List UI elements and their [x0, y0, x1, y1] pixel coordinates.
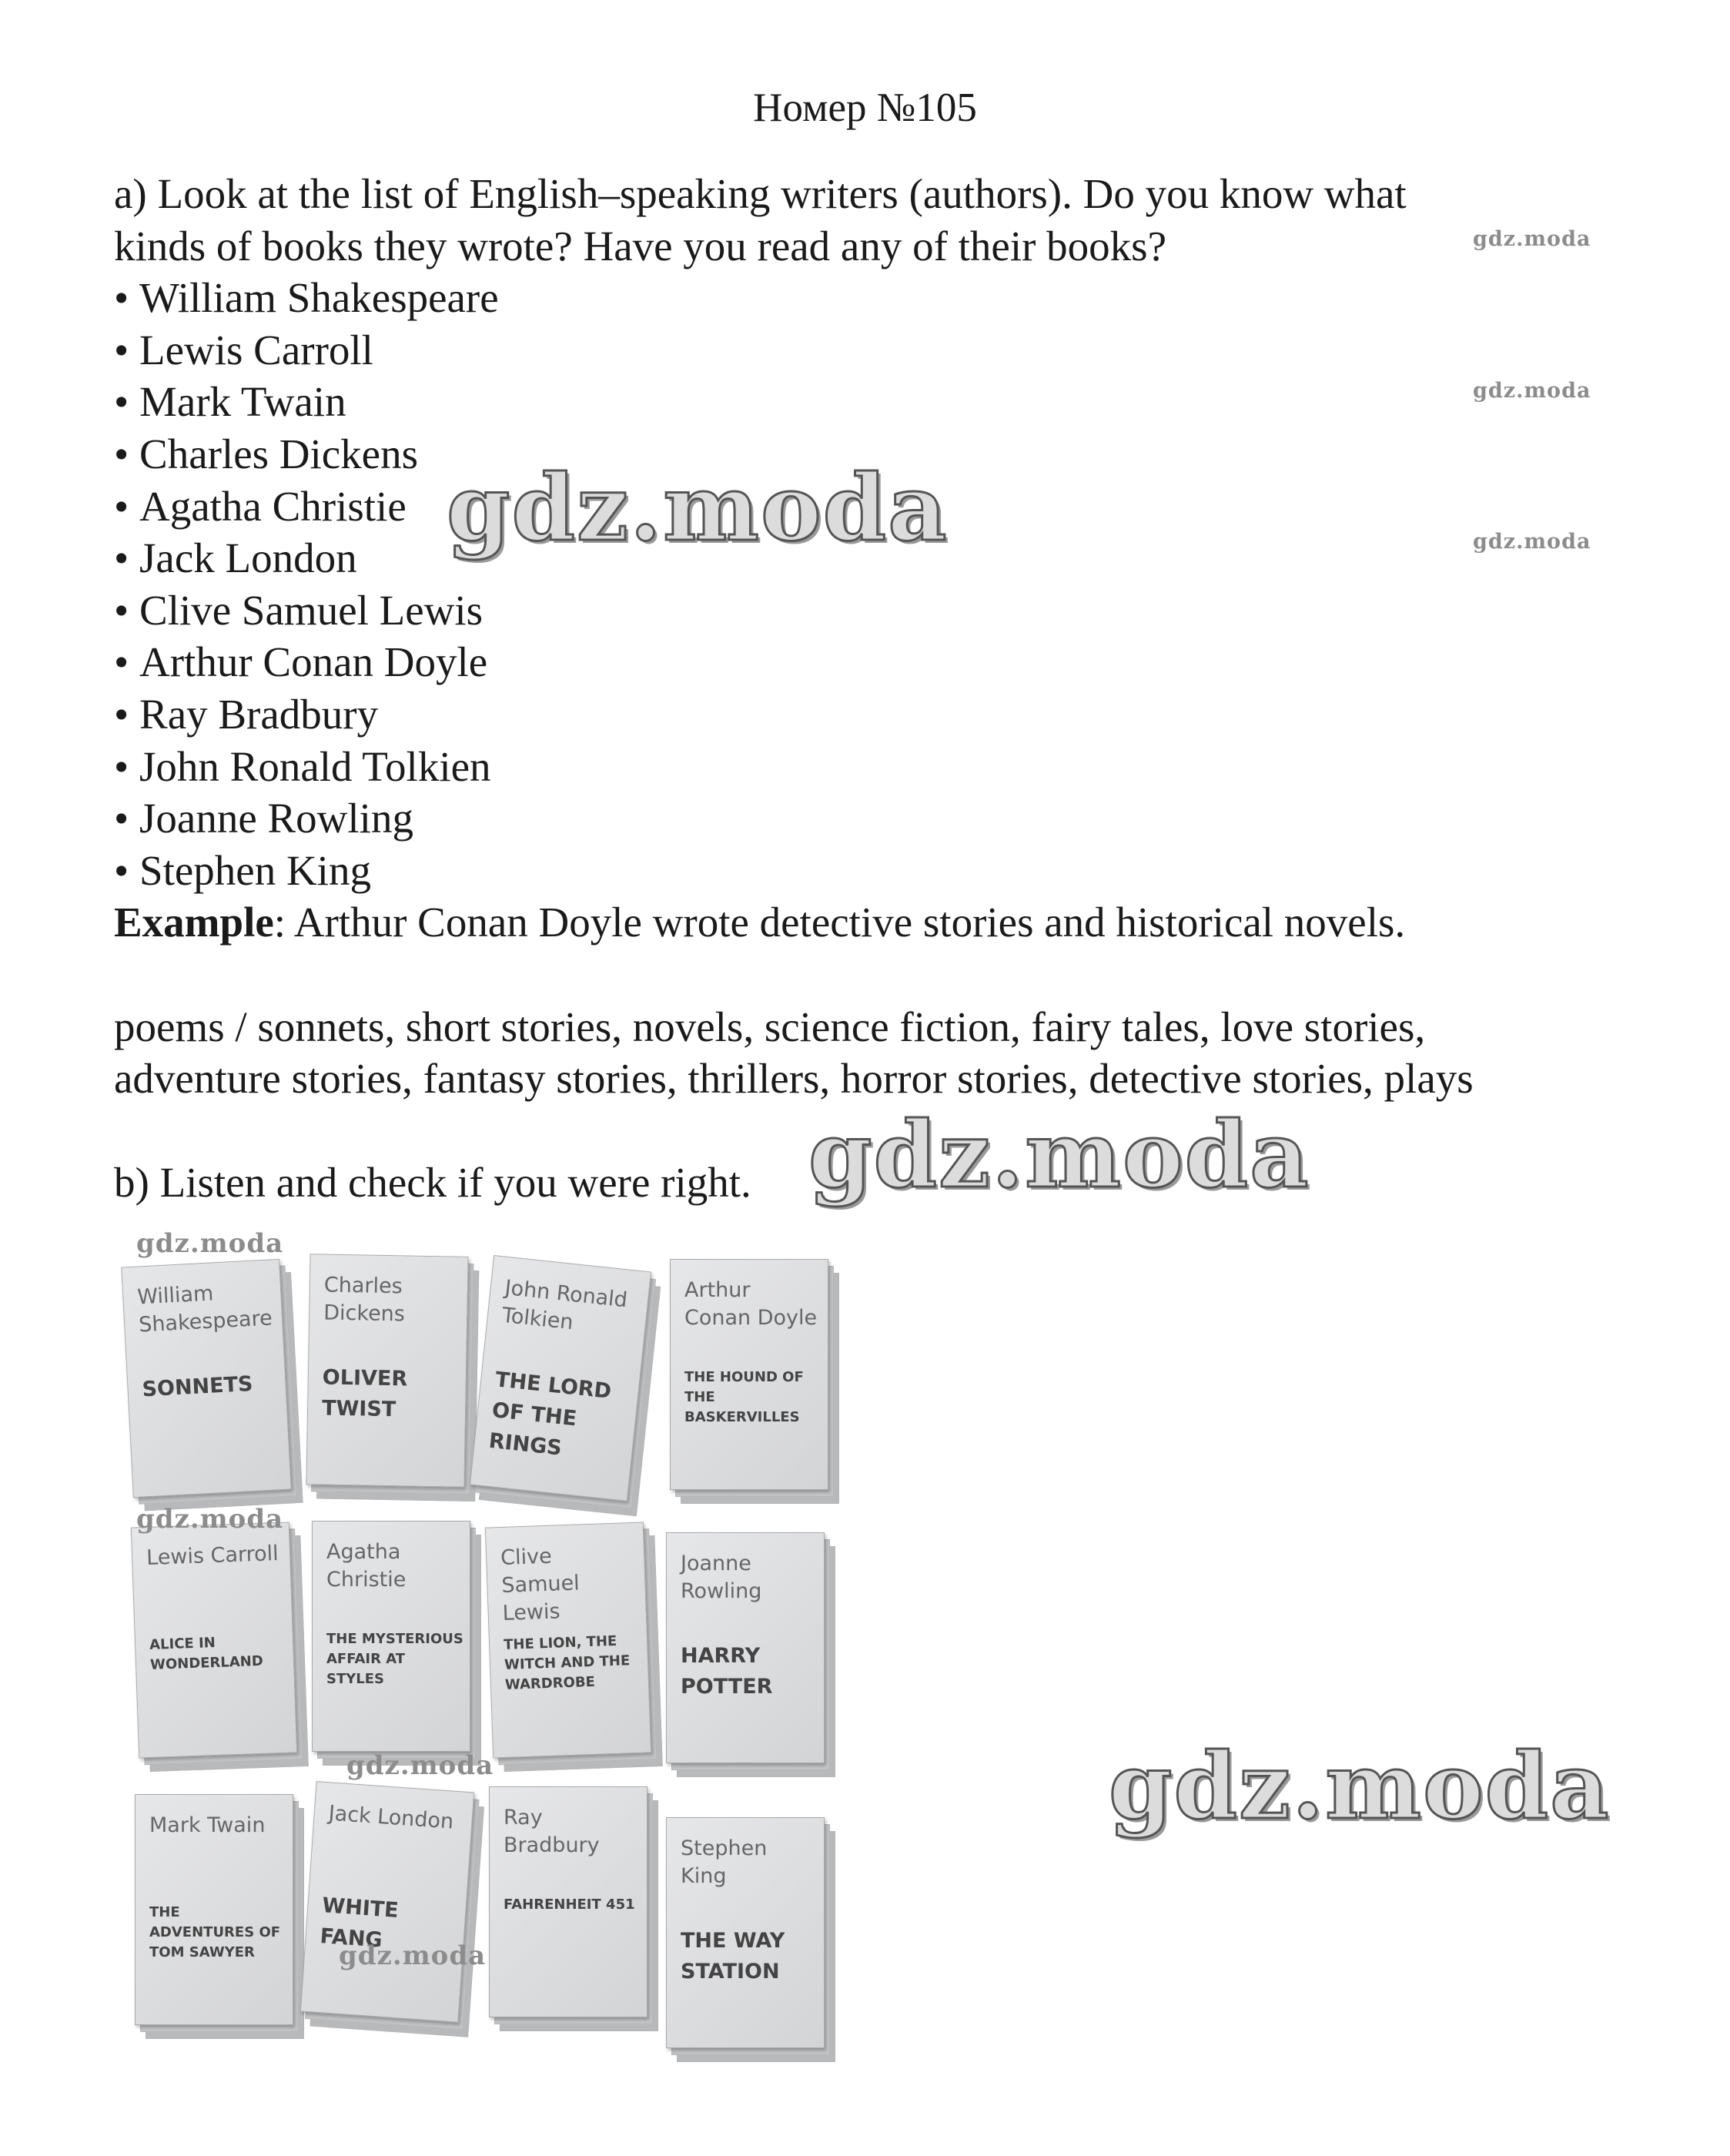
book-cover	[470, 1255, 651, 1502]
book-cover	[489, 1786, 647, 2017]
book-author: Ray Bradbury	[504, 1806, 600, 1857]
watermark: gdz.moda	[1473, 530, 1591, 554]
book-title: WHITE FANG	[319, 1893, 400, 1953]
watermark: gdz.moda	[808, 1101, 1310, 1208]
list-item: • Arthur Conan Doyle	[114, 636, 1654, 688]
book-cover	[312, 1521, 470, 1752]
book-author: Joanne Rowling	[681, 1552, 762, 1603]
book-cover	[670, 1259, 828, 1490]
list-item: • Clive Samuel Lewis	[114, 584, 1654, 637]
example-text: : Arthur Conan Doyle wrote detective stories and historical novels.	[273, 899, 1406, 946]
book-covers-grid	[119, 1255, 858, 2048]
watermark: gdz.moda	[1473, 379, 1591, 403]
book-title: THE LION, THE WITCH AND THE WARDROBE	[503, 1632, 631, 1693]
book-title: HARRY POTTER	[681, 1644, 773, 1699]
task-b: b) Listen and check if you were right.	[114, 1159, 751, 1207]
author-list	[114, 272, 1654, 896]
list-item: • William Shakespeare	[114, 272, 1654, 324]
book-cover	[306, 1254, 468, 1488]
book-cover	[666, 1817, 825, 2048]
book-author: Jack London	[327, 1801, 455, 1834]
book-cover	[666, 1532, 825, 1763]
list-item: • John Ronald Tolkien	[114, 741, 1654, 793]
example-line	[114, 896, 1654, 949]
book-author: William Shakespeare	[136, 1281, 273, 1337]
watermark: gdz.moda	[136, 1504, 284, 1535]
book-cover	[131, 1522, 297, 1758]
book-title: THE MYSTERIOUS AFFAIR AT STYLES	[326, 1631, 463, 1687]
book-cover	[485, 1522, 651, 1758]
list-item: • Joanne Rowling	[114, 792, 1654, 845]
task-a-line-1: a) Look at the list of English–speaking writers (authors). Do you know what	[114, 170, 1407, 217]
book-title: ALICE IN WONDERLAND	[149, 1634, 264, 1673]
book-title: SONNETS	[141, 1371, 254, 1402]
list-item: • Lewis Carroll	[114, 324, 1654, 377]
book-author: Agatha Christie	[326, 1540, 407, 1592]
book-author: Clive Samuel Lewis	[500, 1544, 581, 1625]
list-item: • Stephen King	[114, 845, 1654, 897]
task-a-line-2: kinds of books they wrote? Have you read any of their books?	[114, 222, 1166, 270]
watermark: gdz.moda	[447, 454, 949, 561]
book-title: THE LORD OF THE RINGS	[487, 1368, 613, 1461]
book-author: Arthur Conan Doyle	[684, 1278, 818, 1330]
list-item: • Agatha Christie	[114, 480, 1654, 533]
book-author: Charles Dickens	[323, 1273, 406, 1327]
watermark: gdz.moda	[136, 1228, 284, 1259]
book-cover	[135, 1794, 293, 2025]
book-author: John Ronald Tolkien	[500, 1275, 629, 1335]
watermark: gdz.moda	[1473, 227, 1591, 251]
example-label: Example	[114, 899, 274, 946]
book-title: OLIVER TWIST	[321, 1365, 408, 1422]
book-title: THE HOUND OF THE BASKERVILLES	[684, 1369, 804, 1425]
genres-line-1: poems / sonnets, short stories, novels, science fiction, fairy tales, love stories,	[114, 1003, 1426, 1050]
genres-line-2: adventure stories, fantasy stories, thrillers, horror stories, detective stories, plays	[114, 1055, 1474, 1103]
exercise-text	[114, 168, 1654, 1209]
watermark: gdz.moda	[1109, 1732, 1611, 1840]
book-author: Stephen King	[681, 1836, 768, 1888]
book-title: FAHRENHEIT 451	[504, 1897, 635, 1913]
list-item: • Jack London	[114, 532, 1654, 584]
page-title: Номер №105	[753, 85, 977, 130]
list-item: • Charles Dickens	[114, 428, 1654, 480]
watermark: gdz.moda	[339, 1940, 487, 1971]
book-cover	[121, 1259, 291, 1498]
book-author: Mark Twain	[149, 1813, 266, 1837]
watermark: gdz.moda	[346, 1750, 494, 1781]
book-cover	[300, 1781, 474, 2023]
list-item: • Ray Bradbury	[114, 688, 1654, 741]
book-author: Lewis Carroll	[146, 1542, 279, 1570]
book-title: THE ADVENTURES OF TOM SAWYER	[149, 1904, 281, 1960]
book-title: THE WAY STATION	[681, 1929, 785, 1984]
list-item: • Mark Twain	[114, 376, 1654, 428]
